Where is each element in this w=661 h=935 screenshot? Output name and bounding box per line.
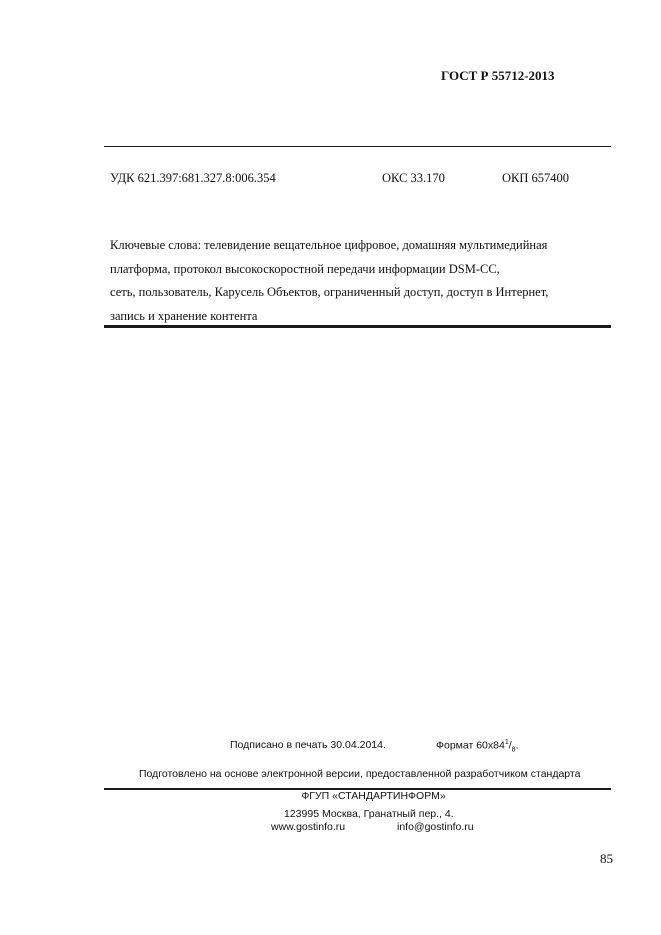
keywords-divider xyxy=(104,325,611,328)
okp-code: ОКП 657400 xyxy=(502,171,570,185)
keywords-line: Ключевые слова: телевидение вещательное цифровое, домашняя мультимедийная xyxy=(110,238,548,252)
page-number: 85 xyxy=(600,851,613,866)
udk-code: УДК 621.397:681.327.8:006.354 xyxy=(110,171,276,185)
standard-designation: ГОСТ Р 55712-2013 xyxy=(441,68,555,83)
keywords-line: сеть, пользователь, Карусель Объектов, ограниченный доступ, доступ в Интернет, xyxy=(110,285,549,300)
format-fraction-top: 1 xyxy=(504,739,509,746)
paper-format: Формат $60х84^1/_8$. xyxy=(436,739,519,754)
publisher-email: info@gostinfo.ru xyxy=(397,821,474,833)
signed-date: Подписано в печать 30.04.2014. xyxy=(230,739,386,751)
publisher-website: www.gostinfo.ru xyxy=(271,821,346,833)
format-label: Формат 60х84 xyxy=(436,739,505,752)
keywords-line: запись и хранение контента xyxy=(110,308,258,323)
keywords-block xyxy=(110,234,610,328)
top-divider xyxy=(104,146,611,147)
prepared-note: Подготовлено на основе электронной версии, предоставленной разработчиком стандарта xyxy=(139,768,581,780)
format-fraction-bottom: 8 xyxy=(511,746,516,754)
format-end: . xyxy=(515,739,519,752)
publisher-name: ФГУП «СТАНДАРТИНФОРМ» xyxy=(301,790,446,802)
publisher-address: 123995 Москва, Гранатный пер., 4. xyxy=(284,808,454,820)
oks-code: ОКС 33.170 xyxy=(382,171,445,185)
keywords-line: платформа, протокол высокоскоростной передачи информации DSM-CC, xyxy=(110,261,500,276)
